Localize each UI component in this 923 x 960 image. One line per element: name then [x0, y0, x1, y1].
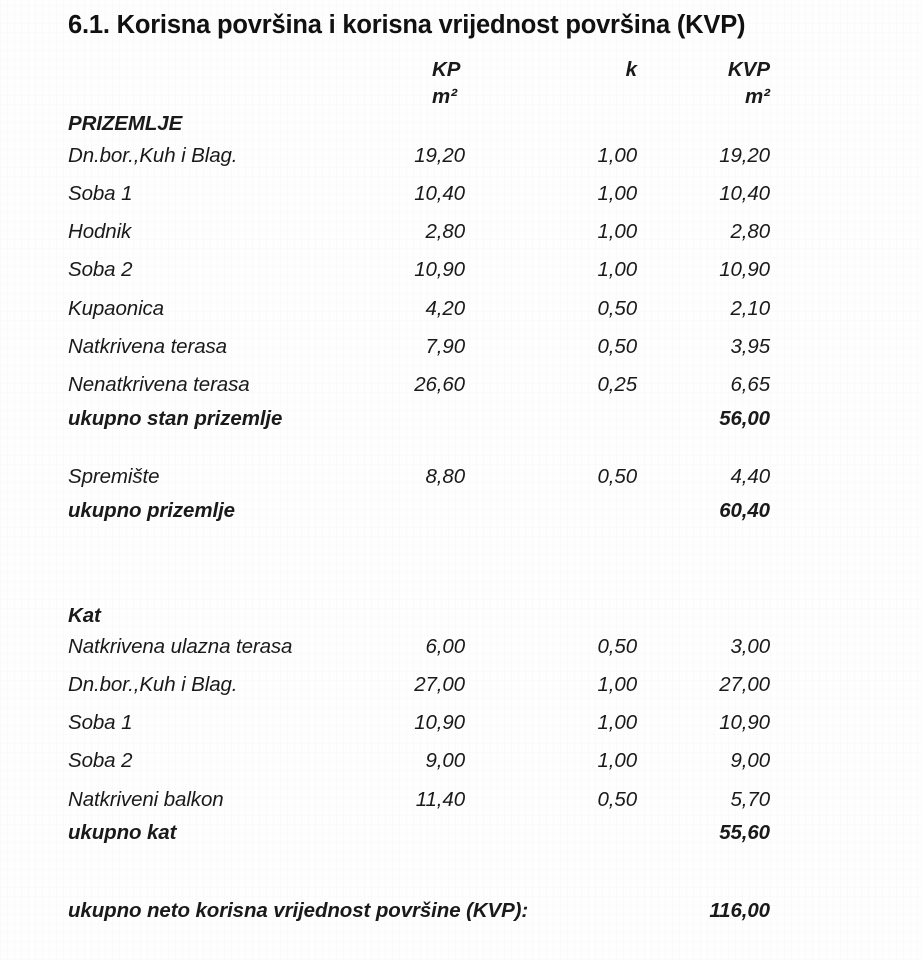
row-kvp: 2,10: [730, 297, 770, 320]
row-k: 0,50: [597, 788, 637, 811]
row-kvp: 10,90: [719, 711, 770, 734]
row-kp: 2,80: [425, 220, 465, 243]
column-header-row: [0, 58, 923, 86]
row-k: 0,50: [597, 635, 637, 658]
row-label: Dn.bor.,Kuh i Blag.: [68, 673, 238, 696]
total-kvp: 60,40: [719, 499, 770, 522]
grand-total-value: 116,00: [709, 899, 770, 922]
total-label: ukupno stan prizemlje: [68, 407, 283, 430]
row-k: 1,00: [597, 749, 637, 772]
table-row: [0, 749, 923, 779]
column-unit-kvp: m²: [744, 85, 770, 108]
row-kp: 8,80: [425, 465, 465, 488]
row-kp: 10,40: [414, 182, 465, 205]
row-label: Soba 2: [68, 258, 133, 281]
row-kvp: 10,90: [719, 258, 770, 281]
row-label: Natkrivena ulazna terasa: [68, 635, 293, 658]
table-row: [0, 711, 923, 741]
page-title: 6.1. Korisna površina i korisna vrijednost površina (KVP): [68, 11, 746, 39]
row-label: Soba 1: [68, 182, 133, 205]
row-kp: 11,40: [415, 788, 465, 811]
row-k: 1,00: [597, 182, 637, 205]
total-label: ukupno kat: [68, 821, 177, 844]
row-kp: 19,20: [414, 144, 465, 167]
row-kvp: 27,00: [719, 673, 770, 696]
row-label: Dn.bor.,Kuh i Blag.: [68, 144, 238, 167]
row-k: 0,50: [597, 465, 637, 488]
row-kvp: 6,65: [730, 373, 770, 396]
grand-total-label: ukupno neto korisna vrijednost površine (KVP):: [68, 899, 529, 922]
section-heading-label: PRIZEMLJE: [68, 112, 183, 135]
table-row: [0, 673, 923, 703]
row-k: 1,00: [597, 673, 637, 696]
section-heading-prizemlje: [0, 112, 923, 142]
row-label: Kupaonica: [68, 297, 164, 320]
row-kp: 7,90: [425, 335, 465, 358]
row-label: Spremište: [68, 465, 160, 488]
column-header-kvp: KVP: [727, 58, 770, 81]
row-k: 1,00: [597, 711, 637, 734]
total-row-stan-prizemlje: [0, 407, 923, 437]
table-row: [0, 182, 923, 212]
table-row: [0, 335, 923, 365]
table-row: [0, 144, 923, 174]
row-label: Hodnik: [68, 220, 132, 243]
row-kp: 10,90: [414, 711, 465, 734]
row-kvp: 10,40: [719, 182, 770, 205]
table-row: [0, 297, 923, 327]
row-kvp: 2,80: [730, 220, 770, 243]
total-row-kat: [0, 821, 923, 851]
row-kp: 10,90: [414, 258, 465, 281]
column-unit-row: [0, 85, 923, 113]
total-kvp: 56,00: [719, 407, 770, 430]
column-header-kp: KP: [432, 58, 461, 81]
grand-total-row: [0, 899, 923, 929]
row-kp: 4,20: [425, 297, 465, 320]
row-k: 1,00: [597, 220, 637, 243]
row-kp: 26,60: [414, 373, 465, 396]
column-unit-kp: m²: [432, 85, 458, 108]
row-k: 0,50: [597, 335, 637, 358]
row-label: Nenatkrivena terasa: [68, 373, 250, 396]
row-label: Natkriveni balkon: [68, 788, 224, 811]
table-row: [0, 373, 923, 403]
row-k: 0,25: [597, 373, 637, 396]
row-kvp: 5,70: [730, 788, 770, 811]
table-row: [0, 635, 923, 665]
row-k: 0,50: [597, 297, 637, 320]
table-row: [0, 465, 923, 495]
row-label: Soba 2: [68, 749, 133, 772]
total-row-prizemlje: [0, 499, 923, 529]
section-heading-kat: [0, 604, 923, 634]
table-row: [0, 258, 923, 288]
row-kvp: 9,00: [730, 749, 770, 772]
row-kvp: 4,40: [730, 465, 770, 488]
column-header-k: k: [625, 58, 637, 81]
row-label: Natkrivena terasa: [68, 335, 227, 358]
total-kvp: 55,60: [719, 821, 770, 844]
section-heading-label: Kat: [68, 604, 101, 627]
row-kvp: 19,20: [719, 144, 770, 167]
row-label: Soba 1: [68, 711, 133, 734]
row-kvp: 3,00: [730, 635, 770, 658]
row-kp: 6,00: [425, 635, 465, 658]
row-k: 1,00: [597, 258, 637, 281]
row-kp: 9,00: [425, 749, 465, 772]
row-kp: 27,00: [414, 673, 465, 696]
table-row: [0, 220, 923, 250]
row-kvp: 3,95: [730, 335, 770, 358]
table-row: [0, 788, 923, 818]
row-k: 1,00: [597, 144, 637, 167]
total-label: ukupno prizemlje: [68, 499, 235, 522]
